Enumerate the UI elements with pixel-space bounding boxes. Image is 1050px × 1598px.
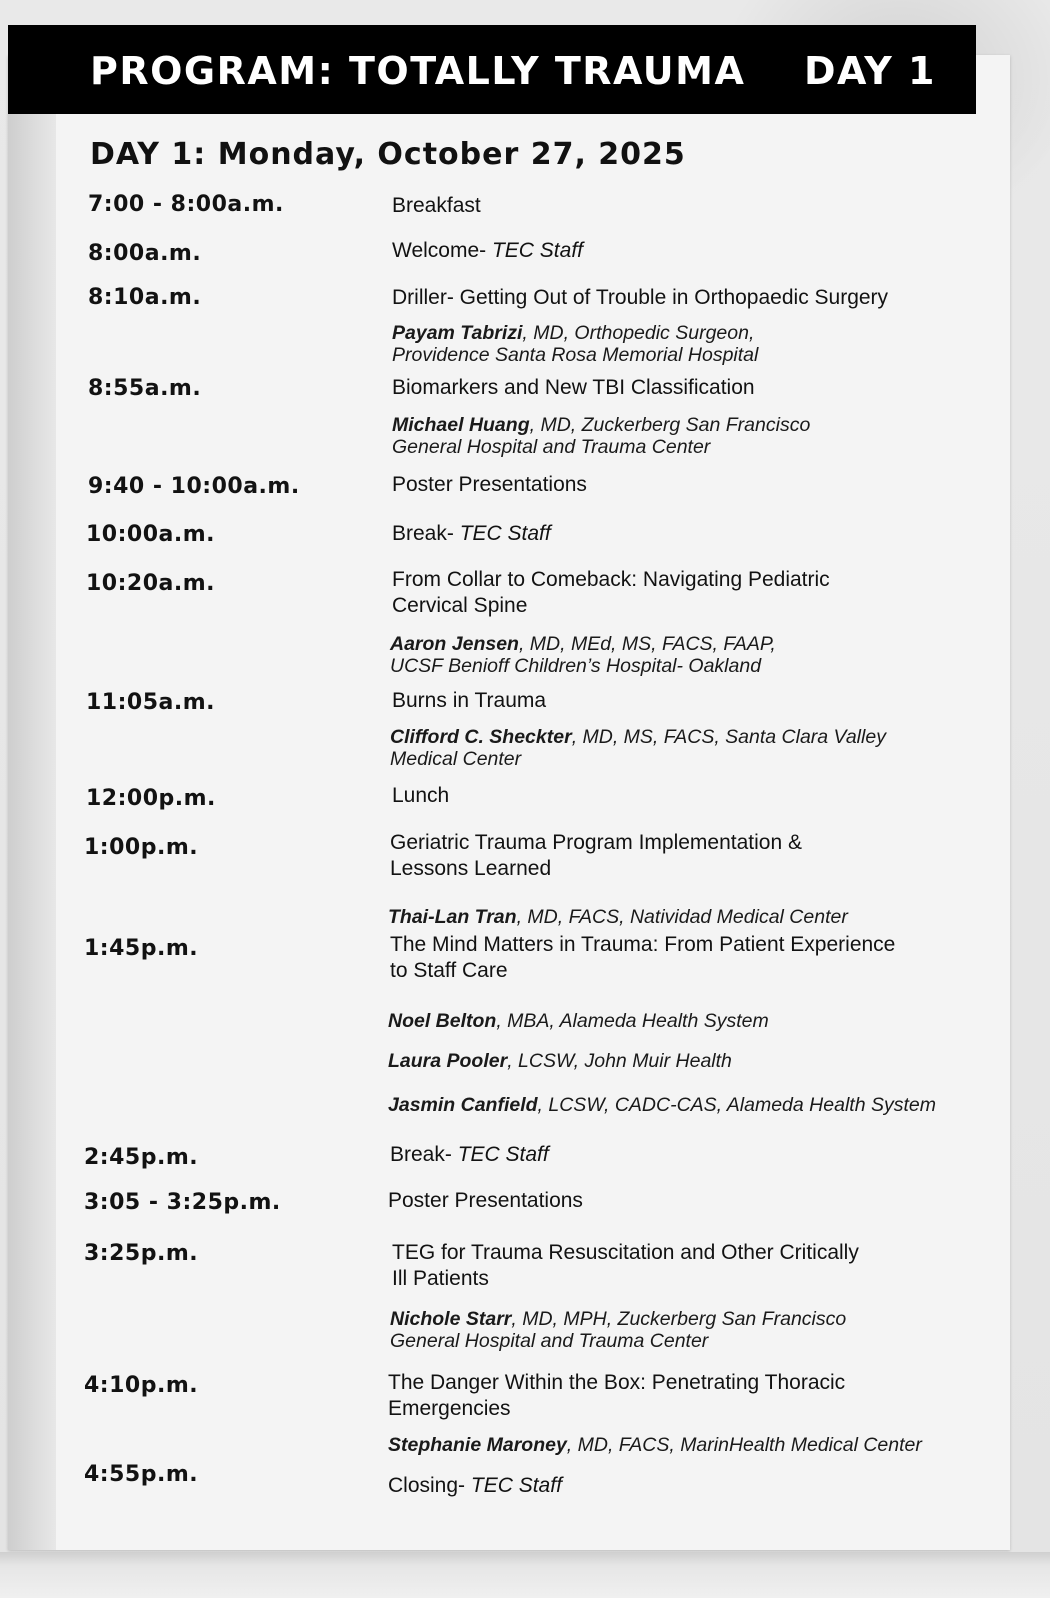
day-heading: DAY 1: Monday, October 27, 2025: [90, 137, 686, 172]
program-title: PROGRAM: TOTALLY TRAUMA: [90, 49, 746, 93]
next-page-edge: [0, 1552, 1050, 1598]
session-title: Burns in Trauma: [392, 689, 547, 712]
session-staff: TEC Staff: [470, 1474, 562, 1497]
session-time: 4:55p.m.: [84, 1462, 199, 1487]
sheet-left-shadow: [8, 112, 56, 1550]
session-title: Welcome- TEC Staff: [392, 239, 583, 262]
session-time: 1:00p.m.: [84, 835, 199, 860]
session-speaker: Jasmin Canfield, LCSW, CADC-CAS, Alameda Health System: [388, 1094, 936, 1116]
session-staff: TEC Staff: [459, 522, 551, 545]
session-time: 8:00a.m.: [88, 241, 202, 266]
session-staff: TEC Staff: [491, 239, 583, 262]
session-staff: TEC Staff: [457, 1143, 549, 1166]
program-header-bar: [8, 25, 976, 114]
session-time: 10:20a.m.: [86, 571, 216, 596]
session-title: Poster Presentations: [392, 473, 587, 496]
session-time: 1:45p.m.: [84, 936, 199, 961]
session-title: Biomarkers and New TBI Classification: [392, 376, 755, 399]
session-speaker: Clifford C. Sheckter, MD, MS, FACS, Santa Clara Valley Medical Center: [390, 726, 886, 770]
session-time: 9:40 - 10:00a.m.: [88, 474, 300, 499]
session-speaker: Nichole Starr, MD, MPH, Zuckerberg San Francisco General Hospital and Trauma Center: [390, 1308, 847, 1352]
session-speaker: Aaron Jensen, MD, MEd, MS, FACS, FAAP, UCSF Benioff Children’s Hospital- Oakland: [390, 633, 776, 677]
session-title: Break- TEC Staff: [392, 522, 551, 545]
session-speaker: Thai-Lan Tran, MD, FACS, Natividad Medical Center: [388, 906, 848, 928]
session-time: 11:05a.m.: [86, 690, 216, 715]
session-title: Poster Presentations: [388, 1189, 583, 1212]
session-time: 3:05 - 3:25p.m.: [84, 1190, 281, 1215]
session-title: Driller- Getting Out of Trouble in Orthopaedic Surgery: [392, 286, 889, 309]
session-title: TEG for Trauma Resuscitation and Other Critically Ill Patients: [392, 1241, 859, 1290]
session-title: Geriatric Trauma Program Implementation & Lessons Learned: [390, 831, 802, 880]
session-time: 12:00p.m.: [86, 786, 216, 811]
session-speaker: Michael Huang, MD, Zuckerberg San Francisco General Hospital and Trauma Center: [392, 414, 811, 458]
session-speaker: Noel Belton, MBA, Alameda Health System: [388, 1010, 769, 1032]
session-time: 4:10p.m.: [84, 1373, 199, 1398]
session-time: 8:55a.m.: [88, 376, 202, 401]
session-time: 3:25p.m.: [84, 1241, 199, 1266]
session-title: Breakfast: [392, 194, 481, 217]
session-title: Break- TEC Staff: [390, 1143, 549, 1166]
session-speaker: Stephanie Maroney, MD, FACS, MarinHealth Medical Center: [388, 1434, 922, 1456]
program-day-label: DAY 1: [803, 49, 936, 93]
session-time: 2:45p.m.: [84, 1145, 199, 1170]
session-title: The Mind Matters in Trauma: From Patient Experience to Staff Care: [390, 933, 896, 982]
session-time: 10:00a.m.: [86, 522, 216, 547]
session-speaker: Laura Pooler, LCSW, John Muir Health: [388, 1050, 732, 1072]
session-title: The Danger Within the Box: Penetrating Thoracic Emergencies: [388, 1371, 846, 1420]
session-time: 8:10a.m.: [88, 285, 202, 310]
session-title: Closing- TEC Staff: [388, 1474, 562, 1497]
session-time: 7:00 - 8:00a.m.: [88, 192, 284, 217]
session-title: From Collar to Comeback: Navigating Pediatric Cervical Spine: [392, 568, 830, 617]
session-title: Lunch: [392, 784, 450, 807]
session-speaker: Payam Tabrizi, MD, Orthopedic Surgeon, Providence Santa Rosa Memorial Hospital: [392, 322, 759, 366]
